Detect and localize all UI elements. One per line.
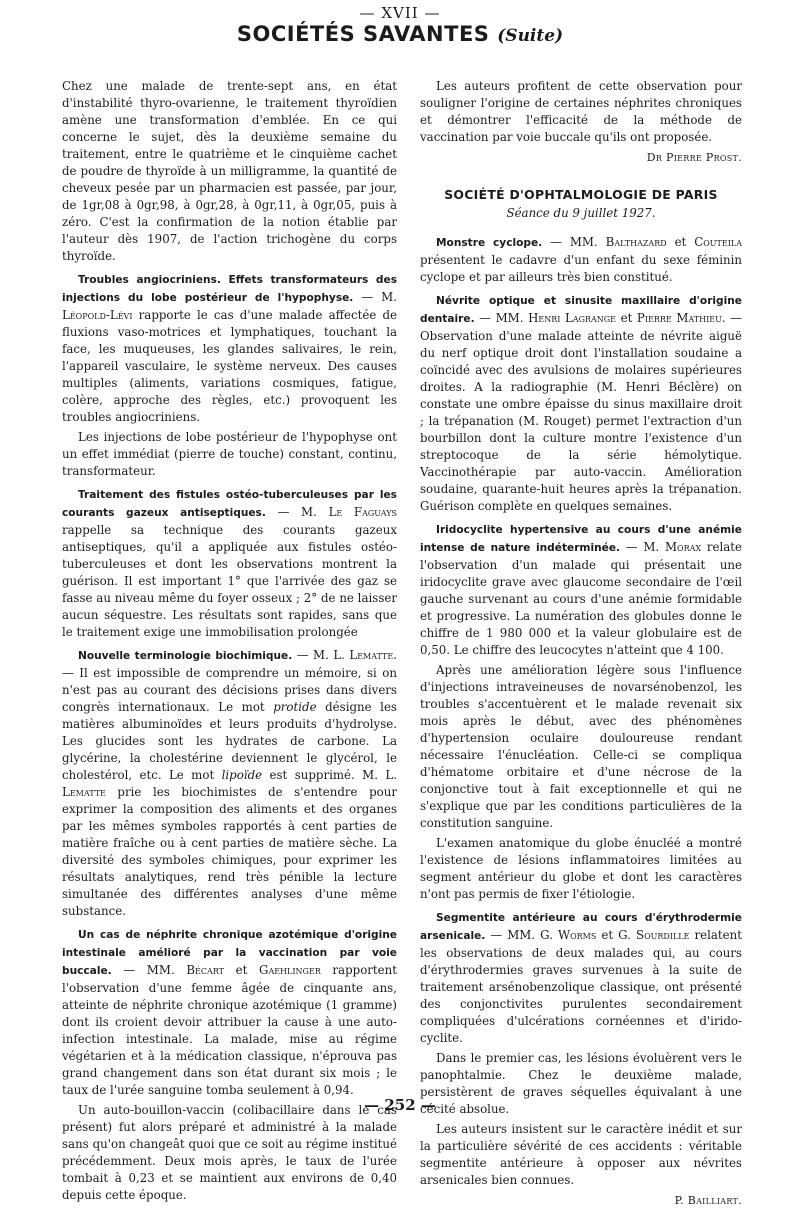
author-name: Morax [664, 540, 702, 554]
italic-term: protide [273, 700, 317, 714]
folio-roman: — XVII — [359, 4, 441, 22]
author-name: Henri Lagrange [528, 311, 617, 325]
author-name: Balthazard [605, 235, 667, 249]
article-text: relatent les observations de deux malades qui, au cours d'érythrodermies graves survenues à la suite de traitement arsénobenzolique classique, ont présenté des conjonctivites purulentes secondairement compliquées d'ulcérations cornéennes et d'irido-cyclite. [420, 928, 742, 1045]
dash: — MM. G. [485, 928, 558, 942]
page-title-text: SOCIÉTÉS SAVANTES [236, 22, 490, 46]
left-column [62, 78, 397, 1207]
paragraph: Après une amélioration légère sous l'influence d'injections intraveineuses de novarsénobenzol, les troubles s'accentuèrent et le malade revenait six mois après le début, avec des phénomènes d'hypertension oculaire douloureuse rendant nécessaire l'énucléation. Celle-ci se compliqua d'hématome orbitaire et d'une nécrose de la conjonctive tout à fait exceptionnelle et qui ne s'explique que par les conditions particulières de la constitution sanguine. [420, 663, 742, 830]
article-text: présentent le cadavre d'un enfant du sexe féminin cyclope et par ailleurs très bien constitué. [420, 253, 742, 284]
dash: — MM. [474, 311, 529, 325]
dash: — MM. [542, 235, 606, 249]
page-title-suffix: (Suite) [497, 26, 564, 46]
conjunction: et G. [596, 928, 636, 942]
section-date: Séance du 9 juillet 1927. [506, 206, 656, 220]
conjunction: et [616, 311, 637, 325]
article-text: rapporte le cas d'une malade affectée de fluxions vaso-motrices et lymphatiques, touchant la face, les muqueuses, les glandes salivaires, le rein, l'appareil vasculaire, le système nerveux. Des causes multiples (aliments, variations cosmiques, fatigue, colère, approche des règles, etc.) provoquent les troubles angiocriniens. [62, 308, 397, 424]
article-title: Segmentite antérieure au cours d'érythrodermie arsenicale. [420, 912, 742, 942]
dash: — M. [620, 540, 665, 554]
author-name: Léopold-Lévi [62, 308, 133, 322]
article-title: Un cas de néphrite chronique azotémique d'origine intestinale amélioré par la vaccination par voie buccale. [62, 929, 397, 977]
page-title [0, 22, 800, 46]
dash: — M. [292, 648, 334, 662]
author-name: L. Lematte [62, 768, 397, 799]
paragraph: Un auto-bouillon-vaccin (colibacillaire dans le cas présent) fut alors préparé et administré à la malade sans qu'on changeât quoi que ce soit au régime institué précédemment. Deux mois après, le taux de l'urée tombait à 0,23 et se maintient aux environs de 0,40 depuis cette époque. [62, 1103, 397, 1202]
article-title: Nouvelle terminologie biochimique. [78, 650, 293, 662]
article-nephrite [62, 926, 397, 1099]
article-text: désigne les matières albuminoïdes et leurs produits d'hydrolyse. Les glucides sont les hydrates de carbone. La glycérine, la cholestérine deviennent le glycérol, le cholestérol, etc. Le mot [62, 700, 397, 782]
conjunction: et [223, 963, 260, 977]
article-text: est supprimé. M. [262, 768, 386, 782]
section-title: SOCIÉTÉ D'OPHTALMOLOGIE DE PARIS [444, 187, 718, 202]
article-title: Iridocyclite hypertensive au cours d'une anémie intense de nature indéterminée. [420, 524, 742, 554]
author-name: Gaehlinger [259, 963, 321, 977]
right-column [420, 78, 742, 1212]
article-title: Troubles angiocriniens. Effets transformateurs des injections du lobe postérieur de l'hypophyse. [62, 274, 397, 304]
article-text: relate l'observation d'un malade qui présentait une iridocyclite grave avec glaucome secondaire de l'œil gauche survenant au cours d'une anémie formidable et progressive. La numération des globules donne le chiffre de 1 980 000 et la valeur globulaire est de 0,50. Le chiffre des leucocytes n'atteint que 4 100. [420, 540, 742, 657]
italic-term: lipoïde [221, 768, 263, 782]
page-number: — 252 — [364, 1096, 436, 1114]
paragraph: Les auteurs profitent de cette observation pour souligner l'origine de certaines néphrites chroniques et démontrer l'efficacité de la méthode de vaccination par voie buccale qu'ils ont proposée. [420, 79, 742, 144]
article-text: rapportent l'observation d'une femme âgée de cinquante ans, atteinte de néphrite chronique azotémique (1 gramme) dont ils croient devoir attribuer la cause à une auto-infection intestinale. La malade, mise au régime végétarien et à la médication classique, n'éprouva pas grand changement dans son état durant six mois ; le taux de l'urée sanguine tomba seulement à 0,94. [62, 963, 397, 1097]
article-title: Névrite optique et sinusite maxillaire d'origine dentaire. [420, 295, 742, 325]
article-angiocriniens [62, 271, 397, 426]
article-nevrite [420, 292, 742, 515]
article-title: Traitement des fistules ostéo-tuberculeuses par les courants gazeux antiseptiques. [62, 489, 397, 519]
author-name: Pierre Mathieu [636, 311, 722, 325]
paragraph: Dans le premier cas, les lésions évoluèrent vers le panophtalmie. Chez le deuxième malade, persistèrent de graves séquelles équivalant à une cécité absolue. [420, 1051, 742, 1116]
article-title: Monstre cyclope. [436, 237, 543, 249]
dash: — M. [353, 290, 397, 304]
article-text: rappelle sa technique des courants gazeux antiseptiques, qu'il a appliquée aux fistules ostéo-tuberculeuses et dont les observations montrent la guérison. Il est important 1° que l'arrivée des gaz se fasse au niveau même du foyer osseux ; 2° de ne laisser aucun séquestre. Les résultats sont rapides, sans que le traitement exige une immobilisation prolongée [62, 523, 397, 639]
article-iridocyclite [420, 521, 742, 659]
article-terminologie [62, 647, 397, 920]
paragraph: L'examen anatomique du globe énucléé a montré l'existence de lésions inflammatoires limitées au segment antérieur du globe et dont les caractères n'ont pas permis de fixer l'étiologie. [420, 836, 742, 901]
author-name: Sourdille [635, 928, 690, 942]
signature: P. Bailliart. [674, 1194, 742, 1207]
paragraph: Les auteurs insistent sur le caractère inédit et sur la particulière sévérité de ces accidents : véritable segmentite antérieure à opposer aux névrites arsenicales bien connues. [420, 1122, 742, 1187]
dash: — M. [265, 505, 329, 519]
signature: Dr Pierre Prost. [646, 151, 742, 164]
conjunction: et [666, 235, 695, 249]
author-name: Bécart [186, 963, 224, 977]
article-text: — Il est impossible de comprendre un mémoire, si on n'est pas au courant des décisions prises dans divers congrès internationaux. Le mot [62, 666, 397, 714]
article-segmentite [420, 909, 742, 1047]
dash: — MM. [111, 963, 187, 977]
author-name: Couteila [694, 235, 742, 249]
paragraph: Chez une malade de trente-sept ans, en état d'instabilité thyro-ovarienne, le traitement thyroïdien amène une transformation d'emblée. En ce qui concerne le sujet, dès la deuxième semaine du traitement, entre le quatrième et le cinquième cachet de poudre de thyroïde à un milligramme, la quantité de cheveux pesée par un pharmacien est passée, par jour, de 1gr,08 à 0gr,98, à 0gr,28, à 0gr,11, à 0gr,05, puis à zéro. C'est la confirmation de la notion établie par l'auteur dès 1907, de l'action trichogène du corps thyroïde. [62, 79, 397, 263]
paragraph: Les injections de lobe postérieur de l'hypophyse ont un effet immédiat (pierre de touche) constant, continu, transformateur. [62, 430, 397, 478]
author-name: Worms [557, 928, 597, 942]
article-text: . — Observation d'une malade atteinte de névrite aiguë du nerf optique droit dont l'installation soudaine a coïncidé avec des avulsions de molaires supérieures droites. A la radiographie (M. Henri Béclère) on constate une ombre épaisse du sinus maxillaire droit ; la trépanation (M. Rouget) permet l'extraction d'un bourbillon dont la culture montre l'existence d'un streptocoque de la série hémolytique. Vaccinothérapie par auto-vaccin. Amélioration soudaine, quarante-huit heures après la trépanation. Guérison complète en quelques semaines. [420, 311, 742, 513]
author-name: L. Lematte. [333, 648, 397, 662]
article-cyclope [420, 234, 742, 286]
article-text: prie les biochimistes de s'entendre pour exprimer la composition des aliments et des organes par les mêmes symboles rapportés à cent parties de matière fraîche ou à cent parties de matière sèche. La diversité des symboles chimiques, pour exprimer les résultats analytiques, rend très pénible la lecture simultanée des différentes analyses d'une même substance. [62, 785, 397, 918]
article-fistules [62, 486, 397, 641]
author-name: Le Faguays [328, 505, 397, 519]
